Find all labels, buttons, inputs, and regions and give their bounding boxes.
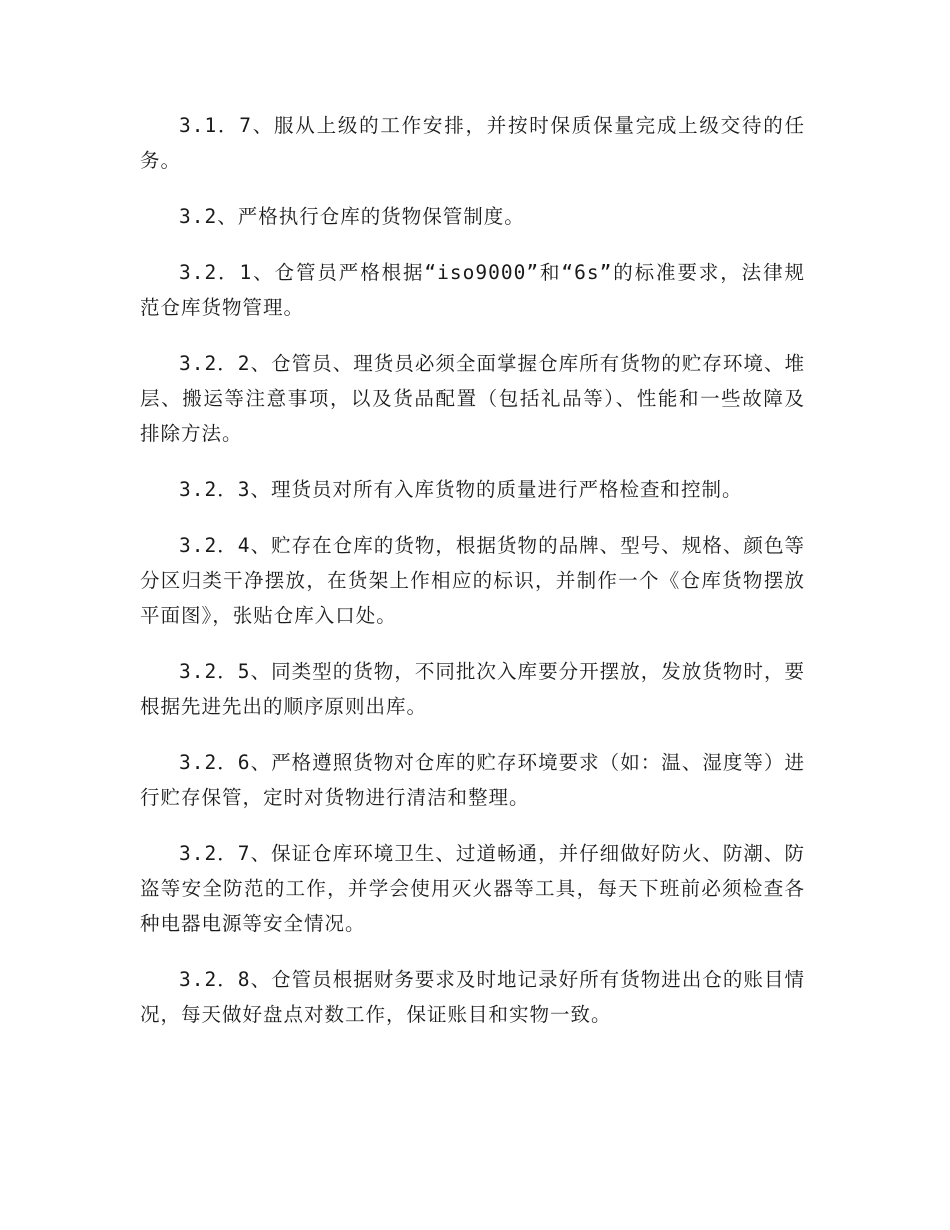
paragraph-3-2-5: 3.2．5、同类型的货物，不同批次入库要分开摆放，发放货物时，要根据先进先出的顺序原则出库。 (140, 660, 805, 718)
paragraph-3-1-7: 3.1．7、服从上级的工作安排，并按时保质保量完成上级交待的任务。 (140, 114, 805, 172)
document-body (140, 108, 805, 1053)
paragraph-3-2-3: 3.2．3、理货员对所有入库货物的质量进行严格检查和控制。 (179, 478, 743, 501)
paragraph-3-2-8: 3.2．8、仓管员根据财务要求及时地记录好所有货物进出仓的账目情况，每天做好盘点对数工作，保证账目和实物一致。 (140, 968, 805, 1026)
paragraph-3-2-6: 3.2．6、严格遵照货物对仓库的贮存环境要求（如：温、湿度等）进行贮存保管，定时对货物进行清洁和整理。 (140, 751, 805, 809)
paragraph-3-2-2: 3.2．2、仓管员、理货员必须全面掌握仓库所有货物的贮存环境、堆层、搬运等注意事项，以及货品配置（包括礼品等）、性能和一些故障及排除方法。 (140, 352, 805, 445)
paragraph-3-2-7: 3.2．7、保证仓库环境卫生、过道畅通，并仔细做好防火、防潮、防盗等安全防范的工作，并学会使用灭火器等工具，每天下班前必须检查各种电器电源等安全情况。 (140, 842, 805, 935)
paragraph-3-2-4: 3.2．4、贮存在仓库的货物，根据货物的品牌、型号、规格、颜色等分区归类干净摆放，在货架上作相应的标识，并制作一个《仓库货物摆放平面图》，张贴仓库入口处。 (140, 534, 805, 627)
paragraph-3-2: 3.2、严格执行仓库的货物保管制度。 (179, 205, 525, 228)
paragraph-3-2-1: 3.2．1、仓管员严格根据“iso9000”和“6s”的标准要求，法律规范仓库货物管理。 (140, 261, 805, 319)
